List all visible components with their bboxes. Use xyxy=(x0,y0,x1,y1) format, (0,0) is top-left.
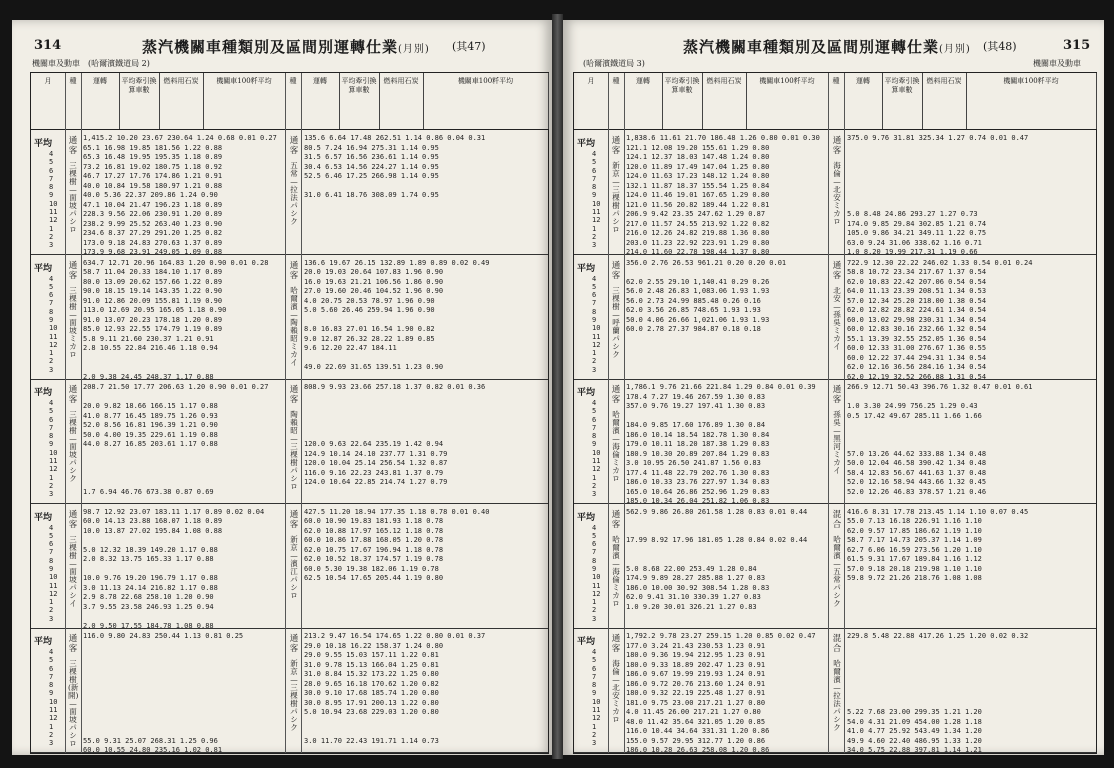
train-class-b: 通客 xyxy=(289,385,299,405)
column-header-label: 機關車100粁平均 xyxy=(1003,77,1059,85)
page-title xyxy=(142,36,430,57)
column-rule xyxy=(608,73,609,753)
column-header xyxy=(882,73,923,129)
route-a: 三棵樹—呼蘭 パシク xyxy=(612,285,628,359)
column-rule xyxy=(285,73,286,753)
block-label: 平均 xyxy=(34,512,53,523)
column-header xyxy=(423,73,549,129)
column-header xyxy=(159,73,204,129)
column-header-label: 平均牽引換算車數 xyxy=(121,77,157,94)
table-block xyxy=(31,379,548,504)
column-header xyxy=(203,73,286,129)
column-rule xyxy=(301,73,302,753)
train-class-a: 通客 xyxy=(611,509,621,530)
column-header-label: 運轉 xyxy=(856,77,870,85)
table-block xyxy=(574,130,1096,255)
column-header xyxy=(339,73,380,129)
route-a: 三棵樹(新開)—面坡 パシロ xyxy=(68,659,85,748)
page-number: 314 xyxy=(34,38,62,53)
column-header-row xyxy=(31,73,548,130)
train-class-b: 通客 xyxy=(832,260,842,281)
left-table xyxy=(30,72,549,754)
month-list: 4 5 6 7 8 9 10 11 12 1 2 3 xyxy=(592,150,601,250)
table-block xyxy=(574,379,1096,504)
column-header xyxy=(119,73,160,129)
title-text: 蒸汽機關車種類別及區間別運轉仕業 xyxy=(683,38,940,56)
column-header-label: 燃料用石炭 xyxy=(163,77,199,85)
data-rows-b: 135.6 6.64 17.48 262.51 1.14 0.86 0.04 0.31 80.5 7.24 16.94 275.31 1.14 0.95 31.5 6.57 16.56 236.61 1.14 0.95 30.4 6.53 14.56 224.27 1.14 0.95 52.5 6.46 17.25 266.98 1.14 0.95 31.0 6.41 18.76 308.09 1.74 0.95 xyxy=(304,134,486,199)
title-text: 蒸汽機關車種類別及區間別運轉仕業 xyxy=(142,38,399,56)
column-header xyxy=(828,73,845,129)
route-b: 哈爾濱—陶賴昭 ミカイ xyxy=(290,285,306,367)
train-class-a: 通客 xyxy=(68,260,78,281)
column-header-label: 種 xyxy=(832,77,840,85)
column-header xyxy=(608,73,625,129)
block-label: 平均 xyxy=(577,139,596,149)
route-b: 陶賴昭—三棵樹 パシロ xyxy=(290,410,306,491)
train-class-b: 通客 xyxy=(289,634,299,654)
data-rows-a: 562.9 9.86 26.80 261.58 1.28 0.83 0.01 0.44 17.99 8.92 17.96 181.05 1.28 0.84 0.02 0.44 5.0 8.68 22.00 253.49 1.28 0.84 174.9 9.89 28.27 285.88 1.27 0.83 186.0 10.00 30.92 308.54 1.28 0.83 62.0 9.41 31.10 330.39 1.27 0.83 1.0 9.20 30.01 326.21 1.27 0.83 xyxy=(626,507,808,611)
left-page-header xyxy=(12,34,552,60)
title-sub: (月別) xyxy=(398,44,430,55)
month-list: 4 5 6 7 8 9 10 11 12 1 2 3 xyxy=(592,648,601,748)
train-class-b: 通客 xyxy=(832,136,842,156)
column-rule xyxy=(65,73,66,753)
data-rows-a: 356.0 2.76 26.53 961.21 0.20 0.20 0.01 62.0 2.55 29.10 1,140.41 0.29 0.26 56.0 2.48 26.83 1,083.06 1.93 1.93 56.0 2.73 24.99 885.48 0.26 0.16 62.0 3.56 26.85 748.65 1.93 1.93 50.0 4.06 26.66 1,021.06 1.93 1.93 60.0 2.78 27.37 984.87 0.18 0.18 xyxy=(626,258,787,333)
subheader-left: (哈爾濱鐵道局 3) xyxy=(583,59,645,68)
column-header xyxy=(844,73,883,129)
column-header-label: 燃料用石炭 xyxy=(706,77,742,85)
train-class-b: 混合 xyxy=(832,509,842,530)
train-class-b: 通客 xyxy=(289,260,299,281)
column-header-label: 機關車100粁平均 xyxy=(216,77,272,85)
data-rows-b: 213.2 9.47 16.54 174.65 1.22 0.80 0.01 0.37 29.0 10.18 16.22 158.37 1.24 0.80 29.0 9.55 15.03 157.11 1.22 0.81 31.0 9.78 15.13 166.04 1.25 0.81 31.0 8.84 15.32 173.22 1.25 0.80 28.0 9.65 16.18 170.62 1.20 0.82 30.0 9.10 17.68 185.74 1.20 0.80 30.0 8.95 17.91 200.13 1.22 0.80 5.0 10.94 23.68 229.03 1.20 0.80 3.0 11.70 22.43 191.71 1.14 0.73 xyxy=(304,632,486,745)
data-rows-b: 416.6 8.31 17.78 213.45 1.14 1.10 0.07 0.45 55.0 7.13 16.18 226.91 1.16 1.10 62.0 9.57 17.85 186.62 1.19 1.10 58.7 7.17 14.73 205.37 1.14 1.09 62.7 6.06 16.59 273.56 1.20 1.10 61.5 9.31 17.67 189.84 1.16 1.12 57.0 9.18 20.18 219.98 1.10 1.10 59.8 9.72 21.26 218.76 1.08 1.08 xyxy=(847,507,1029,582)
train-class-a: 通客 xyxy=(68,385,78,405)
title-sub: (月別) xyxy=(939,44,971,55)
route-a: 三棵樹—面坡 パシイ xyxy=(69,534,85,608)
column-header-label: 平均牽引換算車數 xyxy=(341,77,377,94)
column-header-label: 月 xyxy=(44,77,52,85)
right-page-header xyxy=(563,34,1104,60)
column-rule xyxy=(844,73,845,753)
column-header xyxy=(31,73,66,129)
table-block xyxy=(31,628,548,753)
month-list: 4 5 6 7 8 9 10 11 12 1 2 3 xyxy=(49,648,58,748)
table-block xyxy=(31,504,548,629)
table-block xyxy=(574,255,1096,380)
book-gutter xyxy=(552,14,563,759)
data-rows-a: 1,838.6 11.61 21.70 186.48 1.26 0.80 0.01 0.30 121.1 12.08 19.20 155.61 1.29 0.80 124.1 12.37 18.03 147.48 1.24 0.80 120.0 11.89 17.49 147.04 1.25 0.80 124.0 11.63 17.23 148.12 1.24 0.80 132.1 11.87 18.37 155.54 1.25 0.84 124.0 11.46 19.01 167.65 1.29 0.80 121.0 11.56 20.82 189.44 1.22 0.81 206.9 9.42 23.35 247.62 1.29 0.87 217.0 11.57 24.55 213.92 1.22 0.82 216.0 12.26 24.82 219.88 1.36 0.80 203.0 11.23 22.92 223.91 1.29 0.80 214.0 11.60 22.78 198.44 1.37 0.80 xyxy=(626,134,820,256)
column-header-row xyxy=(574,73,1096,130)
data-rows-a: 208.7 21.50 17.77 206.63 1.20 0.90 0.01 0.27 20.0 9.82 18.66 166.15 1.17 0.88 41.0 8.77 16.45 189.75 1.26 0.93 52.0 8.56 16.81 196.39 1.21 0.90 50.0 4.00 19.35 229.61 1.19 0.88 44.0 8.27 16.85 203.61 1.17 0.88 1.7 6.94 46.76 673.38 0.87 0.69 xyxy=(83,383,269,496)
data-rows-a: 116.0 9.80 24.83 250.44 1.13 0.81 0.25 55.0 9.31 25.07 268.31 1.25 0.96 60.0 10.55 24.80 235.16 1.02 0.81 xyxy=(83,632,244,754)
block-label: 平均 xyxy=(34,637,53,647)
page-title xyxy=(683,36,971,57)
column-header-label: 種 xyxy=(289,77,297,85)
train-class-b: 通客 xyxy=(289,509,299,530)
column-header xyxy=(746,73,829,129)
column-header xyxy=(81,73,120,129)
table-block xyxy=(31,130,548,255)
right-table xyxy=(573,72,1097,754)
train-class-a: 通客 xyxy=(68,634,78,654)
train-class-a: 通客 xyxy=(68,136,78,156)
data-rows-b: 375.0 9.76 31.81 325.34 1.27 0.74 0.01 0.47 5.0 8.48 24.86 293.27 1.27 0.73 174.0 9.85 29.84 302.85 1.21 0.74 105.0 9.86 34.21 349.11 1.22 0.75 63.0 9.24 31.06 338.62 1.16 0.71 1.0 8.20 19.99 217.31 1.19 0.66 xyxy=(847,134,1029,256)
train-class-b: 通客 xyxy=(832,385,842,405)
month-list: 4 5 6 7 8 9 10 11 12 1 2 3 xyxy=(49,274,58,374)
train-class-a: 通客 xyxy=(611,260,621,281)
column-header-label: 平均牽引換算車數 xyxy=(884,77,920,94)
block-label: 平均 xyxy=(577,388,596,398)
column-rule xyxy=(81,73,82,753)
route-a: 哈爾濱—海倫 ミカロ xyxy=(612,410,628,483)
series-number: (其47) xyxy=(452,40,486,53)
route-a: 哈爾濱—海倫 ミカロ xyxy=(612,534,628,608)
block-label: 平均 xyxy=(34,139,53,149)
month-list: 4 5 6 7 8 9 10 11 12 1 2 3 xyxy=(49,523,58,623)
route-a: 三棵樹—面坡 ミカロ xyxy=(69,285,85,359)
column-header-label: 機關車100粁平均 xyxy=(759,77,815,85)
data-rows-b: 266.9 12.71 50.43 396.76 1.32 0.47 0.01 0.61 1.0 3.30 24.99 756.25 1.29 0.43 0.5 17.42 49.67 285.11 1.66 1.66 57.0 13.26 44.62 333.88 1.34 0.48 50.0 12.04 46.58 390.42 1.34 0.48 58.4 12.83 56.67 441.63 1.37 0.48 52.0 12.16 58.94 443.66 1.32 0.45 52.0 12.26 46.83 378.57 1.21 0.46 xyxy=(847,383,1033,496)
train-class-a: 通客 xyxy=(611,634,621,654)
route-b: 哈爾濱—拉法 パシク xyxy=(833,659,849,732)
block-label: 平均 xyxy=(34,388,53,398)
subheader-right: 機關車及動車 xyxy=(1033,59,1081,68)
column-rule xyxy=(828,73,829,753)
column-header-label: 月 xyxy=(587,77,595,85)
column-header xyxy=(285,73,302,129)
train-class-a: 通客 xyxy=(611,385,621,405)
column-header-label: 運轉 xyxy=(636,77,650,85)
column-header xyxy=(65,73,82,129)
column-header xyxy=(301,73,340,129)
column-header-label: 運轉 xyxy=(313,77,327,85)
route-a: 三棵樹—面坡 パシロ xyxy=(69,161,85,234)
column-header-label: 運轉 xyxy=(93,77,107,85)
train-class-b: 通客 xyxy=(289,136,299,156)
column-header xyxy=(922,73,967,129)
data-rows-a: 634.7 12.71 20.96 164.83 1.20 0.90 0.01 0.28 58.7 11.04 20.33 184.10 1.17 0.89 80.0 13.09 20.62 157.66 1.22 0.89 90.0 18.15 19.14 143.35 1.22 0.90 91.0 12.86 20.09 155.81 1.19 0.90 113.0 12.69 20.95 165.05 1.18 0.90 91.0 13.07 20.23 178.18 1.20 0.89 85.0 12.93 22.55 174.79 1.19 0.89 5.8 9.11 21.60 230.37 1.21 0.91 2.8 10.55 22.84 216.46 1.18 0.94 2.0 9.38 24.45 248.37 1.17 0.88 xyxy=(83,258,269,381)
column-header xyxy=(966,73,1097,129)
month-list: 4 5 6 7 8 9 10 11 12 1 2 3 xyxy=(49,150,58,250)
data-rows-b: 722.9 12.30 22.22 246.02 1.33 0.54 0.01 0.24 58.8 10.72 23.34 217.67 1.37 0.54 62.0 10.83 22.42 207.06 0.54 0.54 64.0 11.13 23.39 208.51 1.34 0.53 57.0 12.34 25.20 218.00 1.38 0.54 62.0 12.82 28.82 224.61 1.34 0.54 60.0 13.02 29.98 230.31 1.34 0.54 60.0 12.83 30.16 232.66 1.32 0.54 55.1 13.39 32.55 252.05 1.36 0.54 60.0 12.33 31.00 276.67 1.36 0.55 60.0 12.22 37.44 294.31 1.34 0.54 62.0 12.16 36.56 284.16 1.34 0.54 62.0 12.19 32.52 266.88 1.31 0.54 xyxy=(847,258,1033,381)
page-number: 315 xyxy=(1063,38,1091,53)
series-number: (其48) xyxy=(983,40,1017,53)
column-header-label: 燃料用石炭 xyxy=(383,77,419,85)
route-b: 五常—拉法 パシク xyxy=(290,161,306,226)
table-block xyxy=(574,504,1096,629)
block-label: 平均 xyxy=(577,263,596,274)
route-b: 北安—孫吳 ミカイ xyxy=(833,285,849,351)
route-b: 孫吳—黑河 ミカイ xyxy=(833,410,849,475)
column-header xyxy=(702,73,747,129)
train-class-b: 混合 xyxy=(832,634,842,654)
data-rows-b: 808.9 9.93 23.66 257.18 1.37 0.82 0.01 0.36 120.0 9.63 22.64 235.19 1.42 0.94 124.9 10.14 24.10 237.77 1.31 0.79 120.0 10.04 25.14 256.54 1.32 0.87 116.0 9.16 22.23 243.81 1.37 0.79 124.0 10.64 22.85 214.74 1.27 0.79 xyxy=(304,383,486,486)
month-list: 4 5 6 7 8 9 10 11 12 1 2 3 xyxy=(592,523,601,623)
column-header xyxy=(662,73,703,129)
column-header-label: 種 xyxy=(612,77,620,85)
block-label: 平均 xyxy=(34,263,53,274)
data-rows-b: 136.6 19.67 26.15 132.89 1.89 0.89 0.02 0.49 20.0 19.03 20.64 107.83 1.96 0.90 16.0 19.63 21.21 106.56 1.86 0.90 27.0 19.60 20.46 104.52 1.96 0.90 4.0 20.75 20.53 78.97 1.96 0.90 5.0 5.60 26.46 259.94 1.96 0.90 8.0 16.83 27.01 16.54 1.90 0.82 9.0 12.87 26.32 28.22 1.89 0.85 9.6 12.20 22.47 184.11 49.0 22.69 31.65 139.51 1.23 0.90 xyxy=(304,258,490,371)
route-a: 新京—三棵樹 パシロ xyxy=(612,161,628,234)
column-header-label: 平均牽引換算車數 xyxy=(664,77,700,94)
route-b: 海倫—北安 ミカロ xyxy=(833,161,849,226)
route-b: 新京—濱江 パシロ xyxy=(290,534,306,600)
subheader: 機關車及動車 (哈爾濱鐵道局 2) xyxy=(32,59,150,68)
table-block xyxy=(574,628,1096,753)
data-rows-b: 229.8 5.48 22.88 417.26 1.25 1.20 0.02 0.32 5.22 7.68 23.00 299.35 1.21 1.20 54.0 4.31 21.09 454.00 1.28 1.18 41.0 4.77 25.92 543.49 1.34 1.20 49.9 4.60 22.40 486.95 1.33 1.20 34.0 5.75 22.88 397.81 1.14 1.21 xyxy=(847,632,1029,754)
column-header xyxy=(574,73,609,129)
data-rows-b: 427.5 11.20 18.94 177.35 1.18 0.78 0.01 0.40 60.0 10.90 19.83 181.93 1.18 0.78 62.0 10.88 17.97 165.12 1.18 0.78 60.0 10.86 17.88 168.05 1.20 0.78 62.0 10.75 17.67 196.94 1.18 0.78 62.0 10.52 18.37 174.57 1.19 0.78 60.0 5.30 19.38 182.06 1.19 0.78 62.5 10.54 17.65 205.44 1.19 0.80 xyxy=(304,507,490,582)
route-a: 海倫—北安 ミカロ xyxy=(612,659,628,724)
route-a: 三棵樹—面坡 パシク xyxy=(69,410,85,483)
table-block xyxy=(31,255,548,380)
block-label: 平均 xyxy=(577,637,596,647)
column-header-label: 燃料用石炭 xyxy=(926,77,962,85)
month-list: 4 5 6 7 8 9 10 11 12 1 2 3 xyxy=(592,399,601,499)
month-list: 4 5 6 7 8 9 10 11 12 1 2 3 xyxy=(592,274,601,374)
train-class-a: 通客 xyxy=(611,136,621,156)
column-rule xyxy=(624,73,625,753)
route-b: 哈爾濱—五常 パシク xyxy=(833,534,849,608)
data-rows-a: 1,792.2 9.78 23.27 259.15 1.20 0.85 0.02 0.47 177.0 3.24 21.43 230.53 1.23 0.91 180.0 9.36 19.94 212.95 1.23 0.91 180.0 9.33 18.89 202.47 1.23 0.91 186.0 9.67 19.99 219.93 1.24 0.91 186.0 9.72 20.76 213.60 1.24 0.91 180.0 9.32 22.19 225.48 1.27 0.91 181.0 9.75 23.00 217.21 1.27 0.80 4.0 11.45 26.00 217.21 1.27 0.80 48.0 11.42 35.64 321.05 1.20 0.85 116.0 10.44 34.64 331.31 1.20 0.86 155.0 9.57 29.95 312.77 1.20 0.86 186.0 10.28 26.63 258.08 1.20 0.86 xyxy=(626,632,816,754)
route-b: 新京—三棵樹 パシク xyxy=(290,659,306,732)
data-rows-a: 1,786.1 9.76 21.66 221.84 1.29 0.84 0.01 0.39 178.4 7.27 19.46 267.59 1.30 0.83 357.0 9.76 19.27 197.41 1.30 0.83 184.0 9.85 17.60 176.89 1.30 0.84 186.0 10.14 18.54 182.78 1.30 0.84 179.0 10.11 18.20 187.38 1.29 0.83 180.9 10.30 20.89 207.84 1.29 0.83 3.0 10.95 26.50 241.87 1.56 0.83 177.4 11.48 22.79 202.76 1.30 0.83 186.0 10.33 23.76 227.97 1.34 0.83 165.0 10.64 26.86 252.96 1.29 0.83 185.0 10.34 26.04 251.82 1.06 0.83 xyxy=(626,383,816,505)
train-class-a: 通客 xyxy=(68,509,78,530)
column-header xyxy=(379,73,424,129)
right-page xyxy=(563,20,1104,755)
column-header xyxy=(624,73,663,129)
column-header-label: 機關車100粁平均 xyxy=(457,77,514,85)
data-rows-a: 1,415.2 10.20 23.67 230.64 1.24 0.68 0.01 0.27 65.1 16.98 19.85 181.56 1.22 0.88 65.3 16.48 19.95 195.35 1.18 0.89 73.2 16.81 19.02 180.75 1.18 0.92 46.7 17.27 17.76 174.86 1.21 0.91 40.0 10.84 19.58 180.97 1.21 0.88 40.0 5.36 22.37 209.86 1.24 0.90 47.1 10.04 21.47 196.23 1.18 0.89 228.3 9.56 22.06 230.91 1.20 0.89 238.2 9.99 25.52 263.40 1.23 0.90 234.6 8.37 27.29 291.20 1.25 0.82 173.0 9.18 24.83 270.63 1.37 0.89 173.9 9.68 23.91 249.05 1.09 0.88 xyxy=(83,134,277,256)
month-list: 4 5 6 7 8 9 10 11 12 1 2 3 xyxy=(49,399,58,499)
left-page xyxy=(12,20,552,755)
block-label: 平均 xyxy=(577,512,596,523)
column-header-label: 種 xyxy=(69,77,77,85)
data-rows-a: 98.7 12.92 23.07 183.11 1.17 0.89 0.02 0.04 60.0 14.13 23.88 168.07 1.18 0.89 10.0 13.87 27.02 195.84 1.08 0.88 5.0 12.32 18.39 149.20 1.17 0.88 2.0 8.32 13.75 165.33 1.17 0.88 10.0 9.76 19.20 196.79 1.17 0.88 3.0 11.13 24.14 216.82 1.17 0.88 2.9 8.78 22.68 258.10 1.20 0.90 3.7 9.55 23.58 246.93 1.25 0.94 2.0 9.50 17.55 184.78 1.08 0.88 xyxy=(83,507,265,630)
